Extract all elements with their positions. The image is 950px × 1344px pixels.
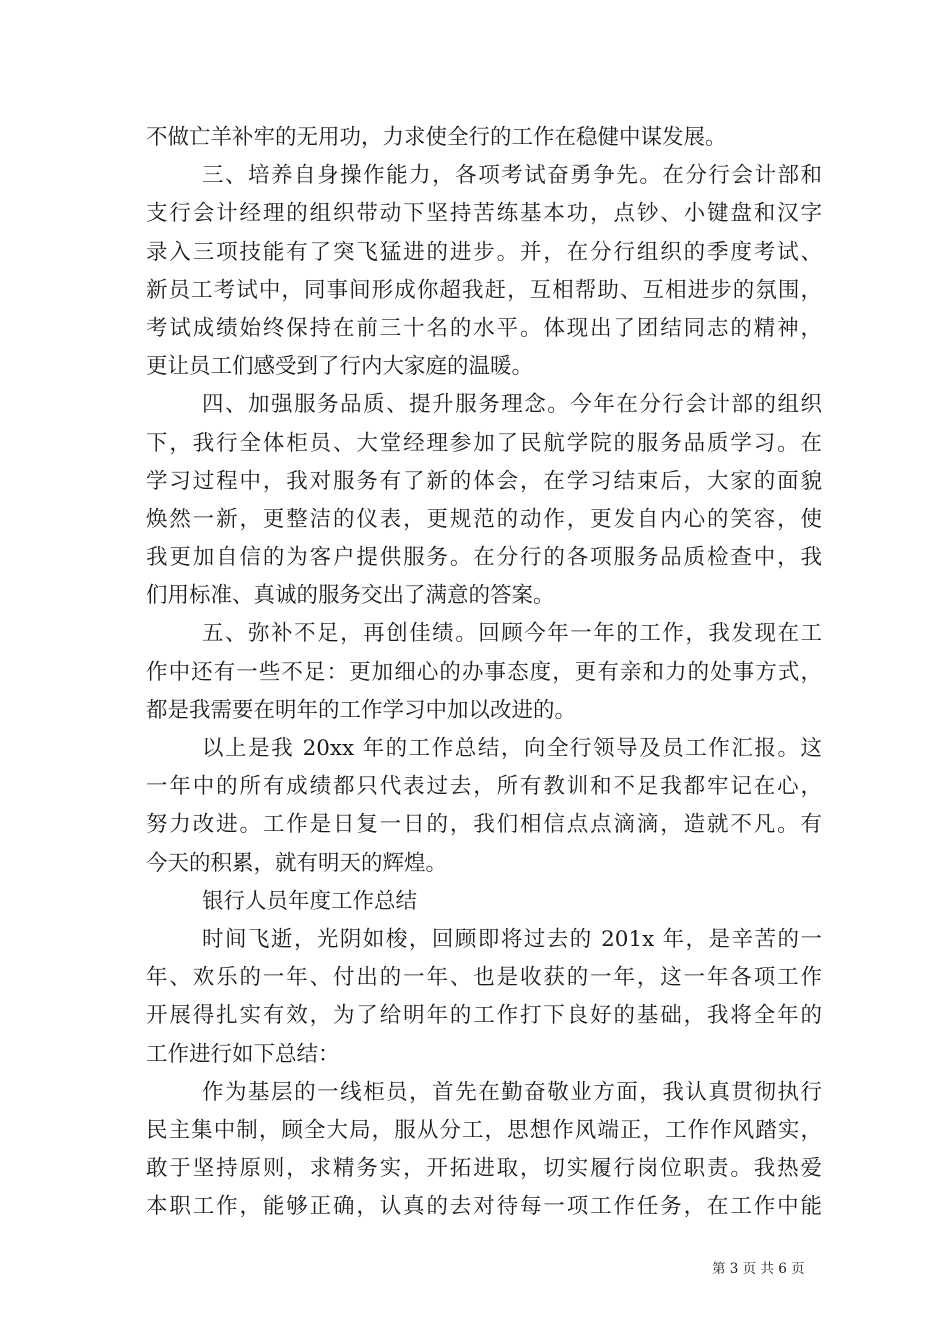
document-body: [146, 119, 822, 1226]
text-line: 时间飞逝，光阴如梭，回顾即将过去的 201x 年，是辛苦的一: [202, 926, 822, 952]
text-line: 学习过程中，我对服务有了新的体会，在学习结束后，大家的面貌: [146, 468, 822, 494]
text-line: 我更加自信的为客户提供服务。在分行的各项服务品质检查中，我: [146, 545, 822, 571]
text-line: 一年中的所有成绩都只代表过去，所有教训和不足我都牢记在心，: [146, 774, 822, 800]
section-heading: 银行人员年度工作总结: [202, 888, 418, 914]
text-line: 作为基层的一线柜员，首先在勤奋敬业方面，我认真贯彻执行: [202, 1079, 822, 1105]
text-line: 新员工考试中，同事间形成你超我赶，互相帮助、互相进步的氛围，: [146, 277, 822, 303]
text-line: 民主集中制，顾全大局，服从分工，思想作风端正，工作作风踏实，: [146, 1117, 822, 1143]
text-line: 开展得扎实有效，为了给明年的工作打下良好的基础，我将全年的: [146, 1003, 822, 1029]
text-line: 三、培养自身操作能力，各项考试奋勇争先。在分行会计部和: [202, 163, 822, 189]
text-line: 录入三项技能有了突飞猛进的进步。并，在分行组织的季度考试、: [146, 239, 822, 265]
text-line: 支行会计经理的组织带动下坚持苦练基本功，点钞、小键盘和汉字: [146, 201, 822, 227]
text-line: 们用标准、真诚的服务交出了满意的答案。: [146, 583, 555, 609]
text-line: 敢于坚持原则，求精务实，开拓进取，切实履行岗位职责。我热爱: [146, 1156, 822, 1182]
text-line: 工作进行如下总结：: [146, 1041, 340, 1067]
text-line: 年、欢乐的一年、付出的一年、也是收获的一年，这一年各项工作: [146, 965, 822, 991]
text-line: 考试成绩始终保持在前三十名的水平。体现出了团结同志的精神，: [146, 315, 822, 341]
text-line: 以上是我 20xx 年的工作总结，向全行领导及员工作汇报。这: [202, 736, 822, 761]
text-line: 更让员工们感受到了行内大家庭的温暖。: [146, 354, 534, 380]
text-line: 不做亡羊补牢的无用功，力求使全行的工作在稳健中谋发展。: [146, 125, 727, 150]
text-line: 努力改进。工作是日复一日的，我们相信点点滴滴，造就不凡。有: [146, 812, 822, 838]
page-number-footer: 第 3 页 共 6 页: [712, 1261, 805, 1277]
text-line: 本职工作，能够正确，认真的去对待每一项工作任务，在工作中能: [146, 1194, 822, 1220]
text-line: 都是我需要在明年的工作学习中加以改进的。: [146, 697, 577, 723]
text-line: 四、加强服务品质、提升服务理念。今年在分行会计部的组织: [202, 392, 822, 418]
text-line: 今天的积累，就有明天的辉煌。: [146, 850, 448, 876]
text-line: 五、弥补不足，再创佳绩。回顾今年一年的工作，我发现在工: [202, 621, 822, 647]
text-line: 作中还有一些不足：更加细心的办事态度，更有亲和力的处事方式，: [146, 659, 822, 685]
text-line: 下，我行全体柜员、大堂经理参加了民航学院的服务品质学习。在: [146, 430, 822, 456]
text-line: 焕然一新，更整洁的仪表，更规范的动作，更发自内心的笑容，使: [146, 506, 822, 532]
